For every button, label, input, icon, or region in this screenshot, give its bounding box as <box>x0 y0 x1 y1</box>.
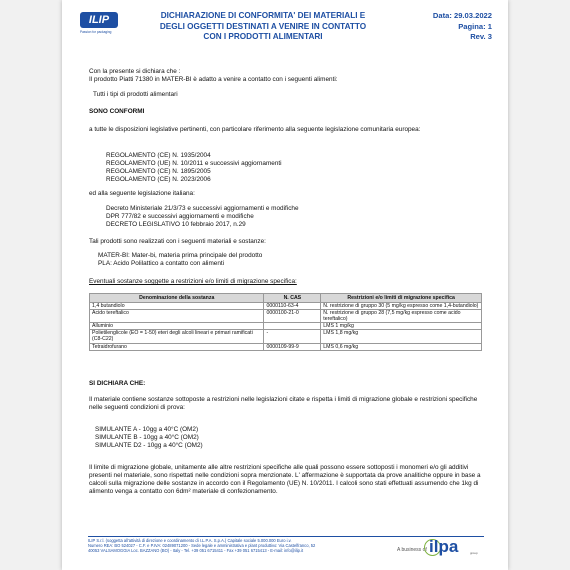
ilip-logo <box>80 12 122 36</box>
eu-reg-1: REGOLAMENTO (CE) N. 1935/2004 <box>106 152 211 159</box>
migration-table <box>89 293 482 351</box>
ilpa-logo: ilpa <box>429 537 459 556</box>
cell-cas: 0000109-99-9 <box>264 343 321 350</box>
cell-restriction: N. restrizione di gruppo 30 (5 mg/kg espresso come 1,4-butandiolo) <box>321 303 482 310</box>
document-date: Data: 29.03.2022 <box>432 11 492 20</box>
intro-line-1: Con la presente si dichiara che : <box>89 68 181 75</box>
cell-substance: 1,4 butandiolo <box>90 303 264 310</box>
logo-tagline: Passion for packaging <box>80 30 112 34</box>
italian-intro: ed alla seguente legislazione italiana: <box>89 190 195 197</box>
table-row <box>90 323 482 330</box>
header-restriction: Restrizioni e/o limiti di migrazione specifica <box>321 294 482 303</box>
title-line-1: DICHIARAZIONE DI CONFORMITA' DEI MATERIALI E <box>160 11 366 20</box>
simulant-b: SIMULANTE B - 10gg a 40°C (OM2) <box>95 434 199 441</box>
revision: Rev. 3 <box>470 32 492 41</box>
cell-restriction: LMS 1 mg/kg <box>321 323 482 330</box>
cell-restriction: LMS 1,8 mg/kg <box>321 330 482 343</box>
table-header-row <box>90 294 482 303</box>
document-meta <box>414 11 492 43</box>
dichiara-para-2: Il limite di migrazione globale, unitamente alle altre restrizioni specifiche alle quali possono essere sottoposti i monomeri e/o gli additivi presenti nel materiale, sono rispettati nelle condizioni sopra menzionate. L' affermazione è supportata da prove analitiche oppure in base a calcoli sulla migrazione delle sostanze in accordo con il Regolamento (UE) N. 10/2011. I calcoli sono stati effettuati assumendo che 1kg di alimento venga a contatto con 6dm² materiale di confezionamento. <box>89 464 481 495</box>
dichiara-para-1: Il materiale contiene sostanze sottoposte a restrizioni nelle legislazioni citate e rispetta i limiti di migrazione globale e restrizioni specifiche nelle seguenti condizioni di prova: <box>89 396 478 411</box>
logo-mark: ILIP <box>80 12 118 28</box>
simulant-a: SIMULANTE A - 10gg a 40°C (OM2) <box>95 426 199 433</box>
title-line-3: CON I PRODOTTI ALIMENTARI <box>203 32 323 41</box>
header-cas: N. CAS <box>264 294 321 303</box>
cell-restriction: LMS 0,6 mg/kg <box>321 343 482 350</box>
table-row <box>90 343 482 350</box>
footer-legal <box>88 538 398 553</box>
cell-cas: 0000110-63-4 <box>264 303 321 310</box>
table-row <box>90 303 482 310</box>
document-page <box>62 0 508 570</box>
conformi-text: a tutte le disposizioni legislative pertinenti, con particolare riferimento alla seguente legislazione comunitaria europea: <box>89 126 421 133</box>
cell-substance: Polietilenglicole (EO = 1-50) eteri degli alcoli lineari e primari ramificati (C8-C22) <box>90 330 264 343</box>
business-of-label: A business of <box>397 547 427 553</box>
cell-substance: Tetraidrofurano <box>90 343 264 350</box>
table-row <box>90 330 482 343</box>
conformi-heading: SONO CONFORMI <box>89 108 145 115</box>
cell-cas: - <box>264 330 321 343</box>
foods-line: Tutti i tipi di prodotti alimentari <box>93 91 178 98</box>
material-1: MATER-BI: Mater-bi, materia prima principale del prodotto <box>98 252 263 259</box>
page-number: Pagina: 1 <box>458 21 492 31</box>
dichiara-heading: SI DICHIARA CHE: <box>89 380 146 387</box>
eu-reg-3: REGOLAMENTO (CE) N. 1895/2005 <box>106 168 211 175</box>
cell-substance: Alluminio <box>90 323 264 330</box>
it-reg-3: DECRETO LEGISLATIVO 10 febbraio 2017, n.29 <box>106 221 246 228</box>
material-2: PLA: Acido Polilattico a contatto con alimenti <box>98 260 225 267</box>
footer-line-1: ILIP S.r.l. (soggetta all'attività di direzione e coordinamento di I.L.P.A. S.p.A.) Capitale sociale 5.000.000 Euro i.v. <box>88 538 292 543</box>
eu-reg-2: REGOLAMENTO (UE) N. 10/2011 e successivi aggiornamenti <box>106 160 282 167</box>
cell-substance: Acido tereftalico <box>90 310 264 323</box>
eu-reg-4: REGOLAMENTO (CE) N. 2023/2006 <box>106 176 211 183</box>
title-line-2: DEGLI OGGETTI DESTINATI A VENIRE IN CONTATTO <box>159 21 367 31</box>
it-reg-2: DPR 777/82 e successivi aggiornamenti e modifiche <box>106 213 254 220</box>
cell-cas <box>264 323 321 330</box>
cell-cas: 0000100-21-0 <box>264 310 321 323</box>
document-title <box>144 11 382 43</box>
restriction-intro: Eventuali sostanze soggette a restrizioni e/o limiti di migrazione specifica: <box>89 278 297 285</box>
intro-line-2: Il prodotto Piatti 71380 in MATER-BI è adatto a venire a contatto con i seguenti alimenti: <box>89 76 338 83</box>
footer-divider <box>88 536 484 537</box>
ilpa-logo-sub: group <box>470 551 478 555</box>
simulant-d2: SIMULANTE D2 - 10gg a 40°C (OM2) <box>95 442 203 449</box>
table-row <box>90 310 482 323</box>
footer-line-3: 40053 VALSAMOGGIA Loc. BAZZANO (BO) - Italy - Tel. +39 051 6715411 - Fax +39 051 6715413 - E-mail: info@ilip.it <box>88 548 304 553</box>
header-substance: Denominazione della sostanza <box>90 294 264 303</box>
materials-intro: Tali prodotti sono realizzati con i seguenti materiali e sostanze: <box>89 238 266 245</box>
cell-restriction: N. restrizione di gruppo 28 (7,5 mg/kg espresso come acido tereftalico) <box>321 310 482 323</box>
it-reg-1: Decreto Ministeriale 21/3/73 e successivi aggiornamenti e modifiche <box>106 205 299 212</box>
footer-line-2: Numero REA: BO 524027 - C.F. e P.IVA: 02489071200 - Sede legale e amministrativa e plant produttivo: Via Castelfranco, 52 <box>88 543 316 548</box>
